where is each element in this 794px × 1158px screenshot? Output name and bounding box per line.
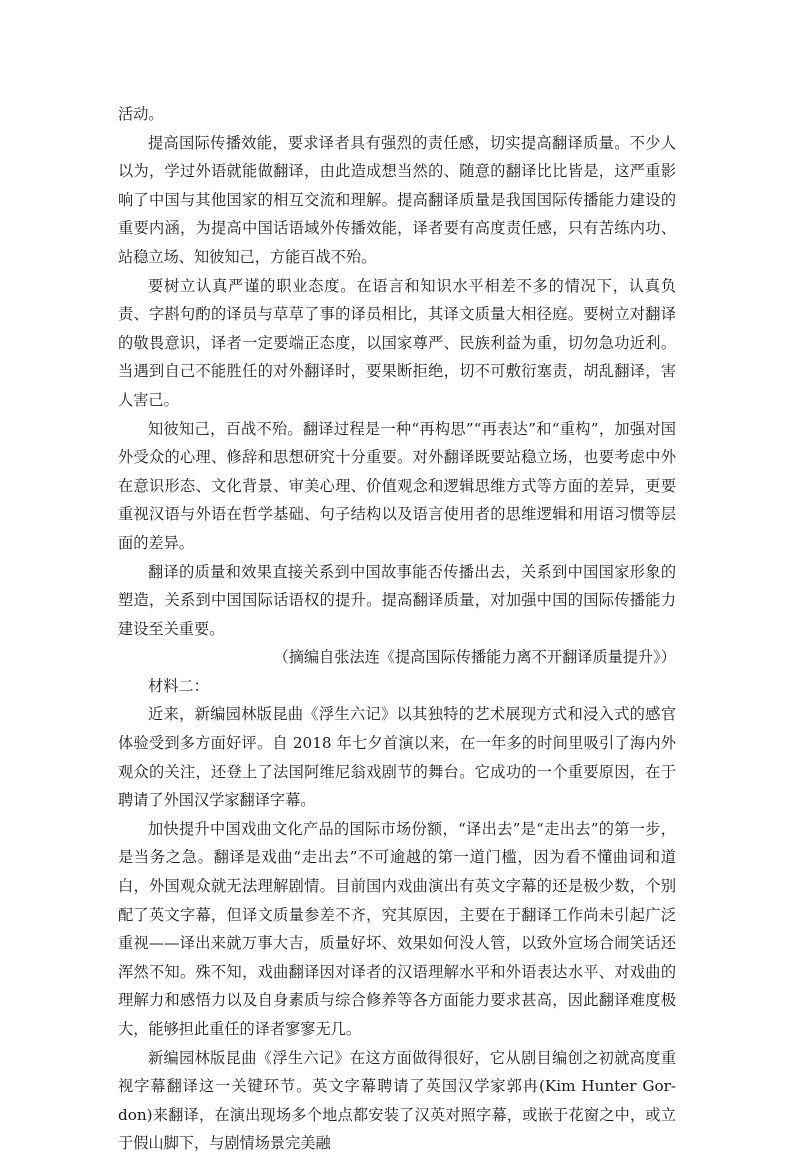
paragraph: 要树立认真严谨的职业态度。在语言和知识水平相差不多的情况下，认真负责、字斟句酌的译员与草草了事的译员相比，其译文质量大相径庭。要树立对翻译的敬畏意识，译者一定要端正态度，以国家尊严、民族利益为重，切勿急功近利。当遇到自己不能胜任的对外翻译时，要果断拒绝，切不可敷衍塞责，胡乱翻译，害人害己。 (118, 276, 676, 409)
paragraph: 加快提升中国戏曲文化产品的国际市场份额，“译出去”是“走出去”的第一步，是当务之急。翻译是戏曲“走出去”不可逾越的第一道门槛，因为看不懂曲词和道白，外国观众就无法理解剧情。目前国内戏曲演出有英文字幕的还是极少数，个别配了英文字幕，但译文质量参差不齐，究其原因，主要在于翻译工作尚未引起广泛重视——译出来就万事大吉，质量好坏、效果如何没人管，以致外宣场合闹笑话还浑然不知。殊不知，戏曲翻译因对译者的汉语理解水平和外语表达水平、对戏曲的理解力和感悟力以及自身素质与综合修养等各方面能力要求甚高，因此翻译难度极大，能够担此重任的译者寥寥无几。 (118, 819, 676, 1038)
paragraph-continuation: 活动。 (118, 105, 164, 123)
source-citation: （摘编自张法连《提高国际传播能力离不开翻译质量提升》） (273, 648, 676, 667)
paragraph: 新编园林版昆曲《浮生六记》在这方面做得很好，它从剧目编创之初就高度重视字幕翻译这一关键环节。英文字幕聘请了英国汉学家郭冉(Kim Hunter Gor-don)来翻译，在演出现场多个地点都安装了汉英对照字幕，或嵌于花窗之中，或立于假山脚下，与剧情场景完美融 (118, 1048, 676, 1153)
paragraph: 近来，新编园林版昆曲《浮生六记》以其独特的艺术展现方式和浸入式的感官体验受到多方面好评。自 2018 年七夕首演以来，在一年多的时间里吸引了海内外观众的关注，还登上了法国阿维尼翁戏剧节的舞台。它成功的一个重要原因，在于聘请了外国汉学家翻译字幕。 (118, 705, 676, 810)
paragraph: 提高国际传播效能，要求译者具有强烈的责任感，切实提高翻译质量。不少人以为，学过外语就能做翻译，由此造成想当然的、随意的翻译比比皆是，这严重影响了中国与其他国家的相互交流和理解。提高翻译质量是我国国际传播能力建设的重要内涵，为提高中国话语域外传播效能，译者要有高度责任感，只有苦练内功、站稳立场、知彼知己，方能百战不殆。 (118, 133, 676, 266)
text-column (118, 100, 676, 1158)
paragraph: 知彼知己，百战不殆。翻译过程是一种“再构思”“再表达”和“重构”，加强对国外受众的心理、修辞和思想研究十分重要。对外翻译既要站稳立场，也要考虑中外在意识形态、文化背景、审美心理、价值观念和逻辑思维方式等方面的差异，更要重视汉语与外语在哲学基础、句子结构以及语言使用者的思维逻辑和用语习惯等层面的差异。 (118, 419, 676, 552)
paragraph: 翻译的质量和效果直接关系到中国故事能否传播出去，关系到中国国家形象的塑造，关系到中国国际话语权的提升。提高翻译质量，对加强中国的国际传播能力建设至关重要。 (118, 562, 676, 638)
material-label: 材料二： (148, 676, 209, 695)
